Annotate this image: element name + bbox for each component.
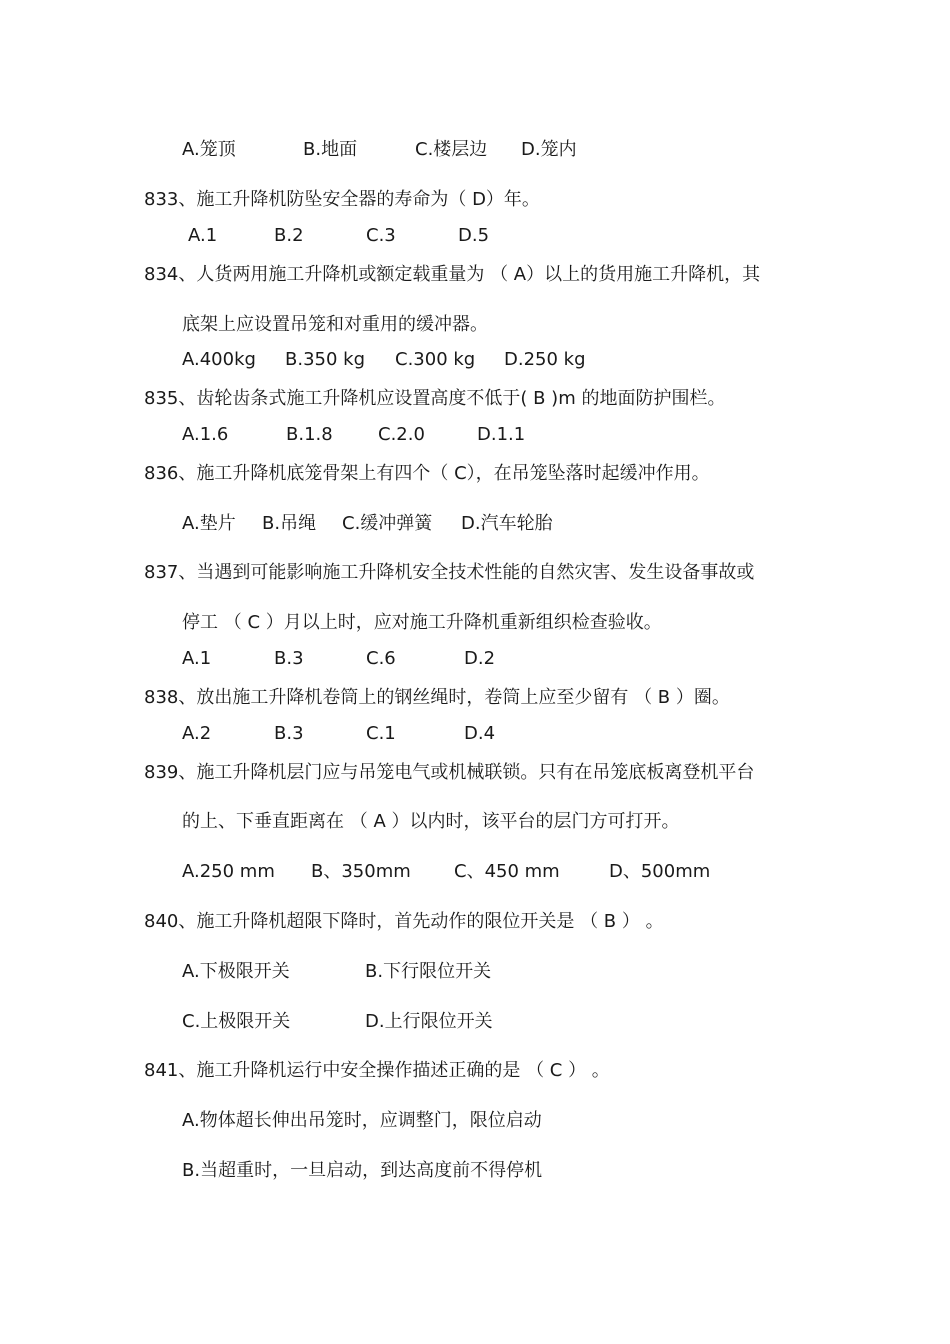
option-b: B.吊绳 — [262, 513, 317, 534]
option-b: B.当超重时，一旦启动，到达高度前不得停机 — [182, 1160, 543, 1181]
option-a: A.1 — [188, 225, 218, 246]
option-b: B、350mm — [311, 861, 411, 882]
option-a: A.1 — [182, 648, 212, 669]
question-839-cont: 的上、下垂直距离在 （ A ）以内时，该平台的层门方可打开。 — [182, 811, 680, 832]
option-a: A.垫片 — [182, 513, 236, 534]
question-837: 837、当遇到可能影响施工升降机安全技术性能的自然灾害、发生设备事故或 — [144, 562, 755, 583]
option-b: B.地面 — [303, 139, 358, 160]
question-833: 833、施工升降机防坠安全器的寿命为（ D）年。 — [144, 189, 540, 210]
option-d: D.250 kg — [504, 349, 586, 370]
option-c: C.1 — [366, 723, 396, 744]
question-835: 835、齿轮齿条式施工升降机应设置高度不低于( B )m 的地面防护围栏。 — [144, 388, 726, 409]
option-c: C.6 — [366, 648, 396, 669]
option-d: D.汽车轮胎 — [461, 513, 553, 534]
question-839: 839、施工升降机层门应与吊笼电气或机械联锁。只有在吊笼底板离登机平台 — [144, 762, 755, 783]
question-834-cont: 底架上应设置吊笼和对重用的缓冲器。 — [182, 314, 488, 335]
option-a: A.400kg — [182, 349, 256, 370]
option-a: A.物体超长伸出吊笼时，应调整门，限位启动 — [182, 1110, 542, 1131]
option-b: B.3 — [274, 648, 304, 669]
option-b: B.2 — [274, 225, 304, 246]
option-b: B.350 kg — [285, 349, 365, 370]
question-836: 836、施工升降机底笼骨架上有四个（ C），在吊笼坠落时起缓冲作用。 — [144, 463, 710, 484]
option-a: A.250 mm — [182, 861, 275, 882]
option-d: D.5 — [458, 225, 490, 246]
question-841: 841、施工升降机运行中安全操作描述正确的是 （ C ） 。 — [144, 1060, 610, 1081]
option-b: B.下行限位开关 — [365, 961, 492, 982]
option-c: C.300 kg — [395, 349, 476, 370]
option-c: C.3 — [366, 225, 396, 246]
option-c: C.上极限开关 — [182, 1011, 291, 1032]
option-d: D.4 — [464, 723, 496, 744]
option-d: D.1.1 — [477, 424, 526, 445]
option-d: D.上行限位开关 — [365, 1011, 493, 1032]
question-837-cont: 停工 （ C ）月以上时，应对施工升降机重新组织检查验收。 — [182, 612, 662, 633]
question-838: 838、放出施工升降机卷筒上的钢丝绳时，卷筒上应至少留有 （ B ）圈。 — [144, 687, 730, 708]
option-c: C.缓冲弹簧 — [342, 513, 433, 534]
option-c: C.2.0 — [378, 424, 425, 445]
option-c: C、450 mm — [454, 861, 560, 882]
option-b: B.3 — [274, 723, 304, 744]
option-d: D.笼内 — [521, 139, 577, 160]
option-d: D、500mm — [609, 861, 711, 882]
option-a: A.2 — [182, 723, 212, 744]
question-840: 840、施工升降机超限下降时，首先动作的限位开关是 （ B ） 。 — [144, 911, 664, 932]
option-d: D.2 — [464, 648, 496, 669]
option-a: A.1.6 — [182, 424, 229, 445]
option-b: B.1.8 — [286, 424, 333, 445]
option-a: A.笼顶 — [182, 139, 236, 160]
option-c: C.楼层边 — [415, 139, 488, 160]
question-834: 834、人货两用施工升降机或额定载重量为 （ A）以上的货用施工升降机，其 — [144, 264, 761, 285]
option-a: A.下极限开关 — [182, 961, 290, 982]
